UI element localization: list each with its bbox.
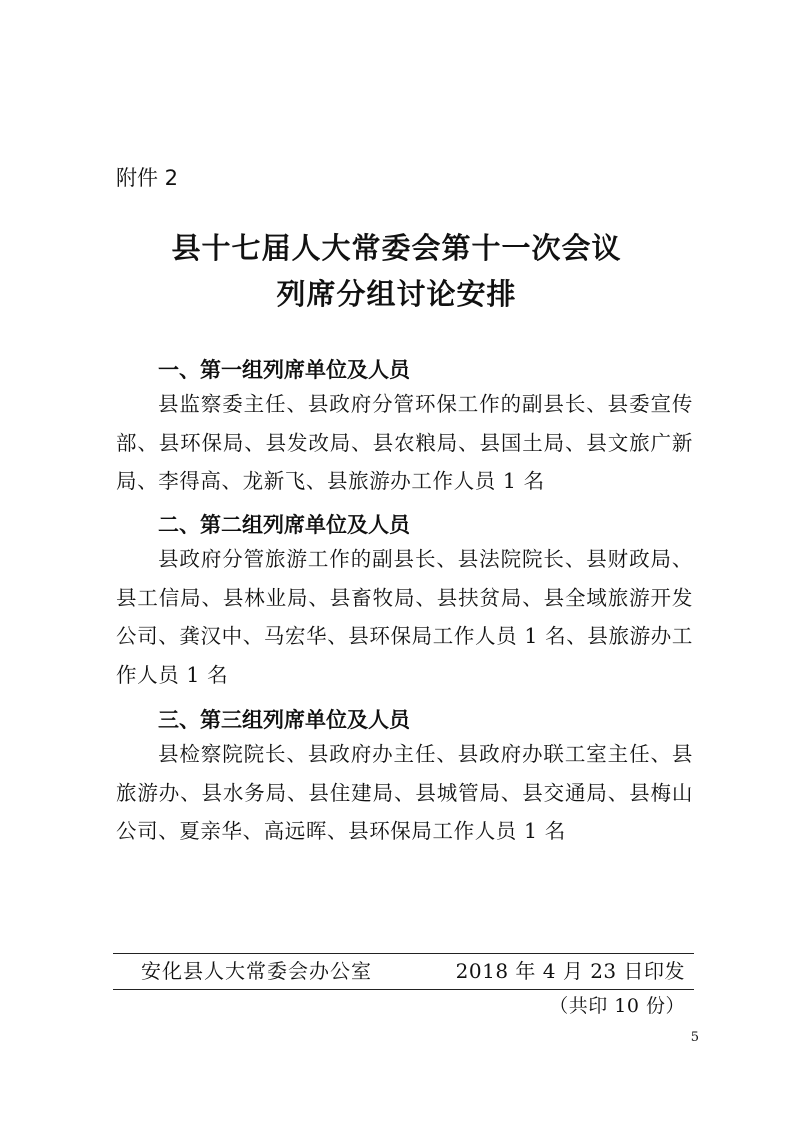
section-heading-group-3: 三、第三组列席单位及人员	[158, 708, 410, 732]
section-body-group-3: 县检察院院长、县政府办主任、县政府办联工室主任、县旅游办、县水务局、县住建局、县城管局、县交通局、县梅山公司、夏亲华、高远晖、县环保局工作人员 1 名	[116, 742, 693, 844]
document-title-line-2: 列席分组讨论安排	[276, 277, 517, 311]
footer-top-rule	[113, 953, 694, 954]
footer-issuer: 安化县人大常委会办公室	[141, 959, 372, 983]
attachment-label: 附件 2	[116, 166, 179, 190]
footer-copies-count: （共印 10 份）	[549, 995, 685, 1017]
section-body-group-1: 县监察委主任、县政府分管环保工作的副县长、县委宣传部、县环保局、县发改局、县农粮局、县国土局、县文旅广新局、李得高、龙新飞、县旅游办工作人员 1 名	[116, 392, 693, 494]
section-body-group-2: 县政府分管旅游工作的副县长、县法院院长、县财政局、县工信局、县林业局、县畜牧局、县扶贫局、县全域旅游开发公司、龚汉中、马宏华、县环保局工作人员 1 名、县旅游办工作人员 1 名	[116, 547, 693, 687]
footer-issue-date: 2018 年 4 月 23 日印发	[455, 959, 685, 983]
section-heading-group-1: 一、第一组列席单位及人员	[158, 358, 410, 382]
document-title-line-1: 县十七届人大常委会第十一次会议	[171, 231, 622, 265]
footer-bottom-rule	[113, 989, 694, 990]
section-heading-group-2: 二、第二组列席单位及人员	[158, 513, 410, 537]
page-number: 5	[690, 1030, 699, 1045]
